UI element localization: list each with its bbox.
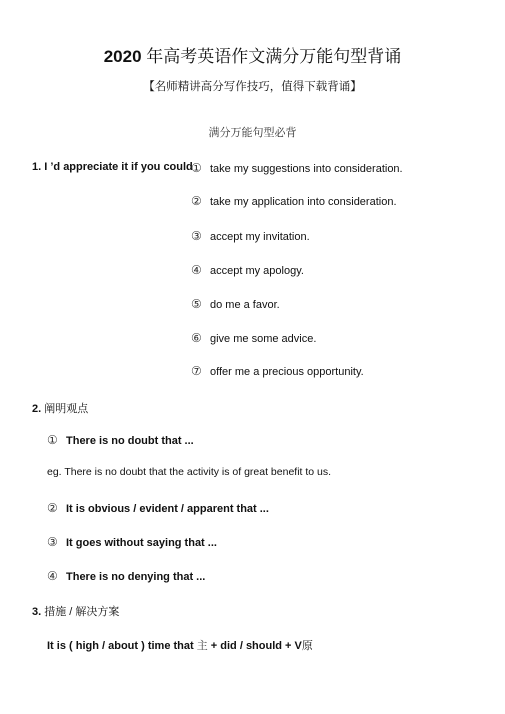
s2-heading: 阐明观点: [44, 403, 89, 415]
item-text: It is obvious / evident / apparent that ...: [66, 503, 269, 515]
title-year: 2020: [103, 47, 142, 66]
s3-pattern-line: [47, 637, 313, 653]
example-sentence: eg. There is no doubt that the activity is of great benefit to us.: [47, 466, 332, 478]
item-marker: ④: [191, 263, 202, 277]
list-item: [191, 331, 316, 345]
item-text: give me some advice.: [210, 333, 317, 345]
list-item: [191, 161, 403, 175]
item-marker: ③: [47, 535, 58, 549]
page-title: [0, 42, 505, 67]
item-text: There is no doubt that ...: [66, 435, 194, 447]
list-item: [191, 229, 310, 243]
s1-heading-line: [32, 161, 193, 173]
item-marker: ①: [191, 161, 202, 175]
s2-number: 2.: [32, 403, 42, 415]
item-text: do me a favor.: [210, 299, 280, 311]
item-text: take my application into consideration.: [210, 196, 397, 208]
section-heading: 满分万能句型必背: [208, 127, 297, 139]
list-item: [47, 535, 217, 549]
item-text: take my suggestions into consideration.: [210, 163, 403, 175]
s3-heading: 措施 / 解决方案: [44, 606, 120, 618]
item-marker: ③: [191, 229, 202, 243]
list-item: [191, 194, 397, 208]
item-marker: ⑥: [191, 331, 202, 345]
item-text: It goes without saying that ...: [66, 537, 217, 549]
s3-number: 3.: [32, 606, 42, 618]
list-item: [47, 433, 194, 447]
s1-lead: I ’d appreciate it if you could: [44, 161, 193, 173]
item-marker: ②: [47, 501, 58, 515]
pattern-part-d: 原: [301, 640, 313, 652]
pattern-part-c: + did / should + V: [210, 640, 302, 652]
pattern-part-a: It is ( high / about ) time that: [47, 640, 194, 652]
s2-heading-line: [32, 400, 88, 416]
list-item: [47, 501, 269, 515]
list-item: [47, 569, 205, 583]
item-marker: ④: [47, 569, 58, 583]
item-marker: ②: [191, 194, 202, 208]
item-text: There is no denying that ...: [66, 571, 206, 583]
pattern-part-b: 主: [196, 640, 208, 652]
item-marker: ①: [47, 433, 58, 447]
item-text: accept my apology.: [210, 265, 304, 277]
s3-heading-line: [32, 603, 119, 619]
item-marker: ⑦: [191, 364, 202, 378]
s1-number: 1.: [32, 161, 42, 173]
title-text: 年高考英语作文满分万能句型背诵: [146, 47, 402, 66]
item-text: offer me a precious opportunity.: [210, 366, 364, 378]
list-item: [191, 263, 304, 277]
subtitle: 【名师精讲高分写作技巧，值得下载背诵】: [143, 81, 362, 93]
list-item: [191, 297, 280, 311]
list-item: [191, 364, 364, 378]
item-marker: ⑤: [191, 297, 202, 311]
item-text: accept my invitation.: [210, 231, 310, 243]
